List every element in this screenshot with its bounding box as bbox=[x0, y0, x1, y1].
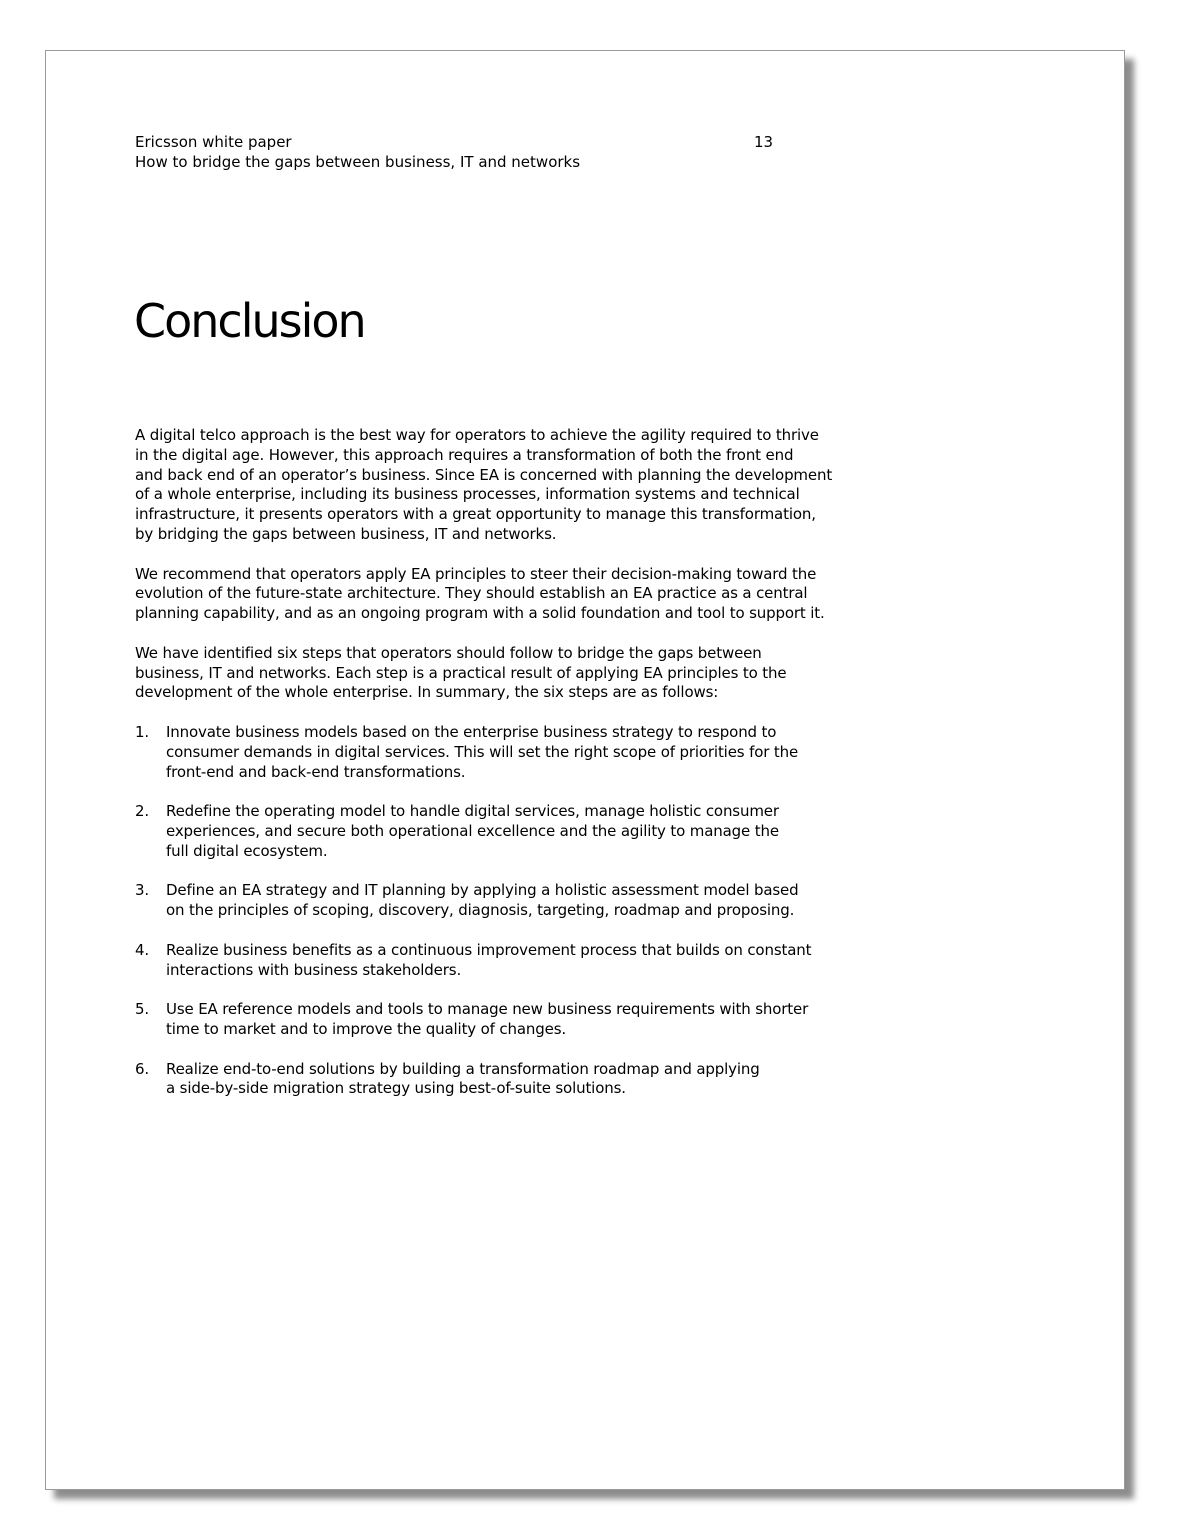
text-line: infrastructure, it presents operators with a great opportunity to manage this transformation, bbox=[135, 505, 816, 524]
text-line: Redefine the operating model to handle digital services, manage holistic consumer bbox=[166, 802, 779, 821]
list-number: 1. bbox=[135, 722, 150, 741]
text-line: We recommend that operators apply EA principles to steer their decision-making toward the bbox=[135, 564, 817, 583]
body-text bbox=[135, 426, 833, 1119]
list-number: 5. bbox=[135, 1000, 150, 1019]
header-document-title: How to bridge the gaps between business, IT and networks bbox=[135, 153, 581, 171]
paragraph-six-steps-intro bbox=[135, 644, 825, 703]
list-number: 2. bbox=[135, 802, 150, 821]
text-line: by bridging the gaps between business, IT and networks. bbox=[135, 524, 557, 543]
page-title: Conclusion bbox=[134, 294, 365, 348]
list-item-step-1 bbox=[135, 723, 825, 782]
text-line: of a whole enterprise, including its business processes, information systems and technical bbox=[135, 485, 800, 504]
text-line: development of the whole enterprise. In summary, the six steps are as follows: bbox=[135, 683, 719, 702]
text-line: a side-by-side migration strategy using best-of-suite solutions. bbox=[166, 1079, 626, 1098]
list-number: 3. bbox=[135, 881, 150, 900]
list-item-step-2 bbox=[135, 802, 825, 861]
paragraph-recommendation bbox=[135, 565, 825, 624]
text-line: in the digital age. However, this approach requires a transformation of both the front end bbox=[135, 445, 794, 464]
text-line: interactions with business stakeholders. bbox=[166, 960, 462, 979]
list-number: 6. bbox=[135, 1059, 150, 1078]
text-line: front-end and back-end transformations. bbox=[166, 762, 466, 781]
steps-list bbox=[135, 723, 825, 1099]
list-item-step-4 bbox=[135, 941, 825, 981]
paragraph-intro bbox=[135, 426, 833, 545]
text-line: Use EA reference models and tools to manage new business requirements with shorter bbox=[166, 1000, 809, 1019]
text-line: Realize end-to-end solutions by building a transformation roadmap and applying bbox=[166, 1059, 760, 1078]
list-item-step-5 bbox=[135, 1000, 825, 1040]
text-line: consumer demands in digital services. This will set the right scope of priorities for the bbox=[166, 742, 799, 761]
text-line: time to market and to improve the quality of changes. bbox=[166, 1019, 567, 1038]
page-number: 13 bbox=[754, 133, 774, 151]
text-line: A digital telco approach is the best way for operators to achieve the agility required to thrive bbox=[135, 426, 819, 444]
page-header bbox=[135, 132, 775, 172]
text-line: experiences, and secure both operational excellence and the agility to manage the bbox=[166, 821, 779, 840]
header-publication: Ericsson white paper bbox=[135, 133, 292, 151]
list-item-step-6 bbox=[135, 1060, 825, 1100]
text-line: Realize business benefits as a continuous improvement process that builds on constant bbox=[166, 940, 812, 959]
text-line: evolution of the future-state architecture. They should establish an EA practice as a central bbox=[135, 584, 808, 603]
text-line: and back end of an operator’s business. Since EA is concerned with planning the development bbox=[135, 465, 833, 484]
document-page bbox=[45, 50, 1125, 1490]
text-line: full digital ecosystem. bbox=[166, 841, 328, 860]
list-number: 4. bbox=[135, 940, 150, 959]
text-line: planning capability, and as an ongoing program with a solid foundation and tool to support it. bbox=[135, 604, 825, 623]
list-item-step-3 bbox=[135, 881, 825, 921]
text-line: business, IT and networks. Each step is a practical result of applying EA principles to the bbox=[135, 663, 787, 682]
text-line: Define an EA strategy and IT planning by applying a holistic assessment model based bbox=[166, 881, 799, 900]
text-line: Innovate business models based on the enterprise business strategy to respond to bbox=[166, 722, 777, 741]
text-line: on the principles of scoping, discovery, diagnosis, targeting, roadmap and proposing. bbox=[166, 901, 795, 920]
text-line: We have identified six steps that operators should follow to bridge the gaps between bbox=[135, 643, 762, 662]
